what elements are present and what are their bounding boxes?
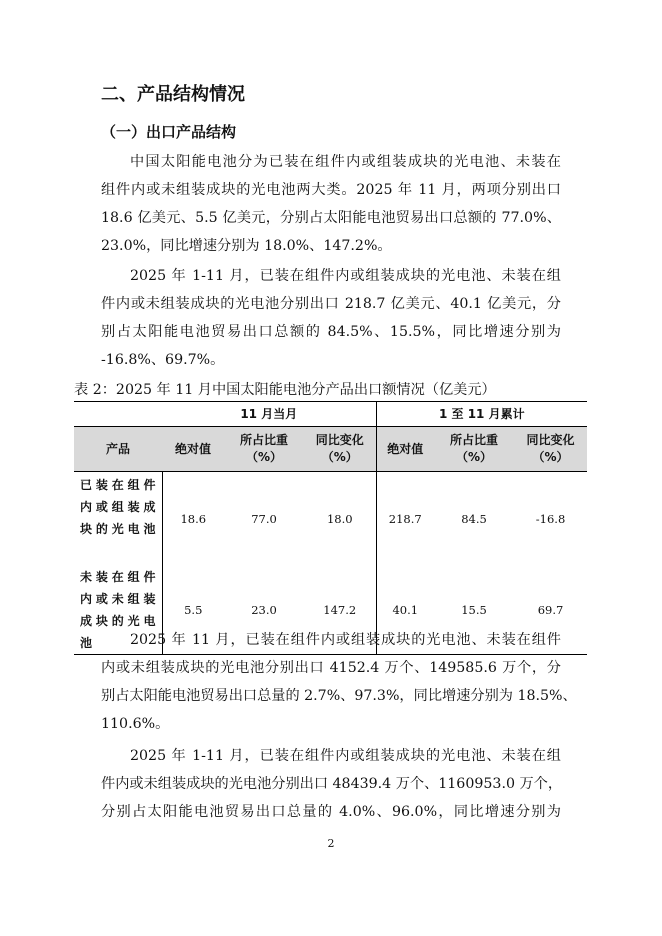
paragraph-line: 别占太阳能电池贸易出口总额的 84.5%、15.5%，同比增速分别为 xyxy=(101,324,561,340)
column-header: 所占比重 （%） xyxy=(434,427,514,472)
table-column-header-row xyxy=(74,427,587,472)
paragraph-line: 组件内或未组装成块的光电池两大类。2025 年 11 月，两项分别出口 xyxy=(101,182,561,198)
column-header: 同比变化 （%） xyxy=(514,427,587,472)
value-cell: 23.0 xyxy=(224,566,304,655)
value-cell: 147.2 xyxy=(304,566,376,655)
paragraph-line: 件内或未组装成块的光电池分别出口 218.7 亿美元、40.1 亿美元，分 xyxy=(101,296,561,312)
paragraph-line: 内或未组装成块的光电池分别出口 4152.4 万个、149585.6 万个，分 xyxy=(101,660,561,676)
subsection-heading: （一）出口产品结构 xyxy=(101,123,237,141)
paragraph-2 xyxy=(101,262,561,374)
value-cell: 5.5 xyxy=(162,566,224,655)
paragraph-line: 件内或未组装成块的光电池分别出口 48439.4 万个、1160953.0 万个， xyxy=(101,776,563,792)
paragraph-line: 中国太阳能电池分为已装在组件内或组装成块的光电池、未装在 xyxy=(130,154,561,170)
paragraph-3 xyxy=(101,626,577,738)
paragraph-1 xyxy=(101,148,561,260)
value-cell: 15.5 xyxy=(434,566,514,655)
column-header: 绝对值 xyxy=(162,427,224,472)
value-cell: 18.6 xyxy=(180,512,207,526)
value-cell: 69.7 xyxy=(514,566,587,655)
paragraph-line: 110.6%。 xyxy=(101,716,170,732)
table-row xyxy=(74,472,587,567)
table-corner-cell xyxy=(74,402,162,427)
paragraph-line: 2025 年 1-11 月，已装在组件内或组装成块的光电池、未装在组 xyxy=(130,748,561,764)
section-heading: 二、产品结构情况 xyxy=(101,84,245,105)
paragraph-line: 23.0%，同比增速分别为 18.0%、147.2%。 xyxy=(101,238,392,254)
group-header-cumulative: 1 至 11 月累计 xyxy=(376,402,587,427)
paragraph-line: 分别占太阳能电池贸易出口总量的 4.0%、96.0%，同比增速分别为 xyxy=(101,804,561,820)
paragraph-4 xyxy=(101,742,561,826)
paragraph-line: 18.6 亿美元、5.5 亿美元，分别占太阳能电池贸易出口总额的 77.0%、 xyxy=(101,210,561,226)
column-header: 所占比重 （%） xyxy=(224,427,304,472)
value-cell: 40.1 xyxy=(376,566,434,655)
value-cell: -16.8 xyxy=(535,512,566,526)
value-cell: 84.5 xyxy=(461,512,487,526)
paragraph-line: 别占太阳能电池贸易出口总量的 2.7%、97.3%，同比增速分别为 18.5%、 xyxy=(101,688,577,704)
column-header: 同比变化 （%） xyxy=(304,427,376,472)
value-cell: 218.7 xyxy=(388,512,422,526)
paragraph-line: 2025 年 1-11 月，已装在组件内或组装成块的光电池、未装在组 xyxy=(130,268,561,284)
table-group-header-row xyxy=(74,402,587,427)
product-cell: 已装在组件 内或组装成 块的光电池 xyxy=(74,472,162,567)
column-header: 产品 xyxy=(74,427,162,472)
column-header: 绝对值 xyxy=(376,427,434,472)
paragraph-line: -16.8%、69.7%。 xyxy=(101,352,225,368)
value-cell: 18.0 xyxy=(304,472,376,567)
product-cell: 未装在组件 内或未组装 成块的光电 池 xyxy=(74,566,162,655)
page-number: 2 xyxy=(327,837,335,850)
value-cell: 77.0 xyxy=(251,512,277,526)
table-caption: 表 2：2025 年 11 月中国太阳能电池分产品出口额情况（亿美元） xyxy=(74,382,496,398)
export-by-product-table xyxy=(74,401,587,655)
paragraph-line: 2025 年 11 月，已装在组件内或组装成块的光电池、未装在组件 xyxy=(130,632,561,648)
group-header-month: 11 月当月 xyxy=(162,402,376,427)
